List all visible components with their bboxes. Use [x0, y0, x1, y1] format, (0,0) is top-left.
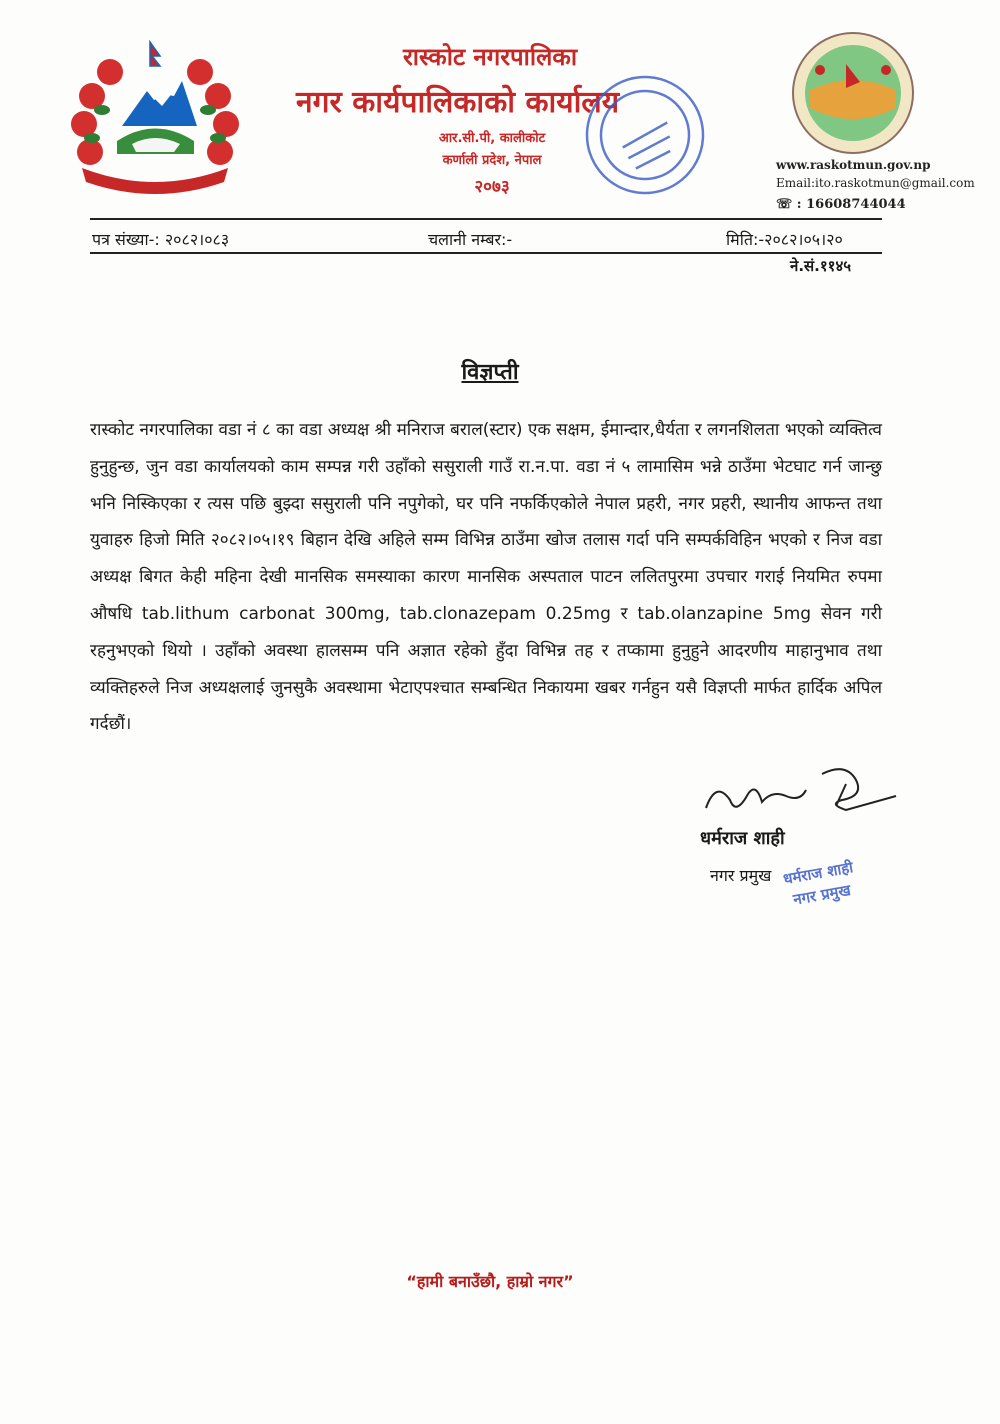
- header-divider-bottom: [90, 252, 882, 254]
- stamp-role: नगर प्रमुख: [791, 880, 852, 909]
- office-seal-icon: [580, 70, 710, 200]
- footer-slogan: “हामी बनाउँछौ, हाम्रो नगर”: [406, 1272, 574, 1291]
- dispatch-number: चलानी नम्बर:-: [428, 230, 513, 249]
- header-divider-top: [90, 218, 882, 220]
- contact-block: [776, 156, 976, 214]
- notice-body: रास्कोट नगरपालिका वडा नं ८ का वडा अध्यक्ष श्री मनिराज बराल(स्टार) एक सक्षम, ईमान्दार,धैर्यता र लगनशिलता भएको व्यक्तित्व हुनुहुन्छ, जुन वडा कार्यालयको काम सम्पन्न गरी उहाँको ससुराली गाउँ रा.न.पा. वडा नं ५ लामासिम भन्ने ठाउँमा भेटघाट गर्न जान्छु भनि निस्किएका र त्यस पछि बुझ्दा ससुराली पनि नपुगेको, घर पनि नफर्किएकोले नेपाल प्रहरी, नगर प्रहरी, स्थानीय आफन्त तथा युवाहरु हिजो मिति २०८२।०५।१९ बिहान देखि अहिले सम्म विभिन्न ठाउँमा खोज तलास गर्दा पनि सम्पर्कविहिन भएको र निज वडा अध्यक्ष बिगत केही महिना देखी मानसिक समस्याका कारण मानसिक अस्पताल पाटन ललितपुरमा उपचार गराई नियमित रुपमा औषधि tab.lithum carbonat 300mg, tab.clonazepam 0.25mg र tab.olanzapine 5mg सेवन गरी रहनुभएको थियो । उहाँको अवस्था हालसम्म पनि अज्ञात रहेको हुँदा विभिन्न तह र तप्कामा हुनुहुने आदरणीय माहानुभाव तथा व्यक्तिहरुले निज अध्यक्षलाई जुनसुकै अवस्थामा भेटाएपश्चात सम्बन्धित निकायमा खबर गर्नहुन यसै विज्ञप्ती मार्फत हार्दिक अपिल गर्दछौं।: [90, 420, 882, 735]
- nepal-sambat: ने.सं.११४५: [790, 257, 852, 275]
- municipality-name: रास्कोट नगरपालिका: [402, 43, 578, 71]
- email-link[interactable]: Email:ito.raskotmun@gmail.com: [776, 176, 975, 190]
- stamp-name: धर्मराज शाही: [781, 858, 855, 889]
- website-link[interactable]: www.raskotmun.gov.np: [776, 158, 931, 172]
- nepal-emblem-icon: [62, 36, 248, 196]
- office-address: [412, 128, 572, 198]
- municipality-logo-icon: [790, 30, 916, 156]
- reference-row: [92, 228, 882, 250]
- established-year: २०७३: [474, 177, 510, 197]
- address-line-1: आर.सी.पी, कालीकोट: [438, 131, 546, 146]
- signatory-name: धर्मराज शाही: [700, 828, 785, 849]
- phone-value: : 16608744044: [796, 197, 906, 212]
- office-name: नगर कार्यपालिकाको कार्यालय: [296, 85, 620, 120]
- phone-icon: ☏: [776, 197, 797, 212]
- signatory-role: नगर प्रमुख: [710, 866, 772, 885]
- phone-number: [776, 196, 976, 214]
- notice-title: विज्ञप्ती: [461, 360, 519, 385]
- letter-date: मिति:-२०८२।०५।२०: [726, 230, 843, 249]
- letter-number: पत्र संख्या-: २०८२।०८३: [92, 230, 230, 249]
- address-line-2: कर्णाली प्रदेश, नेपाल: [442, 153, 542, 168]
- signatory-stamp: [769, 854, 871, 914]
- signature-icon: [696, 760, 906, 830]
